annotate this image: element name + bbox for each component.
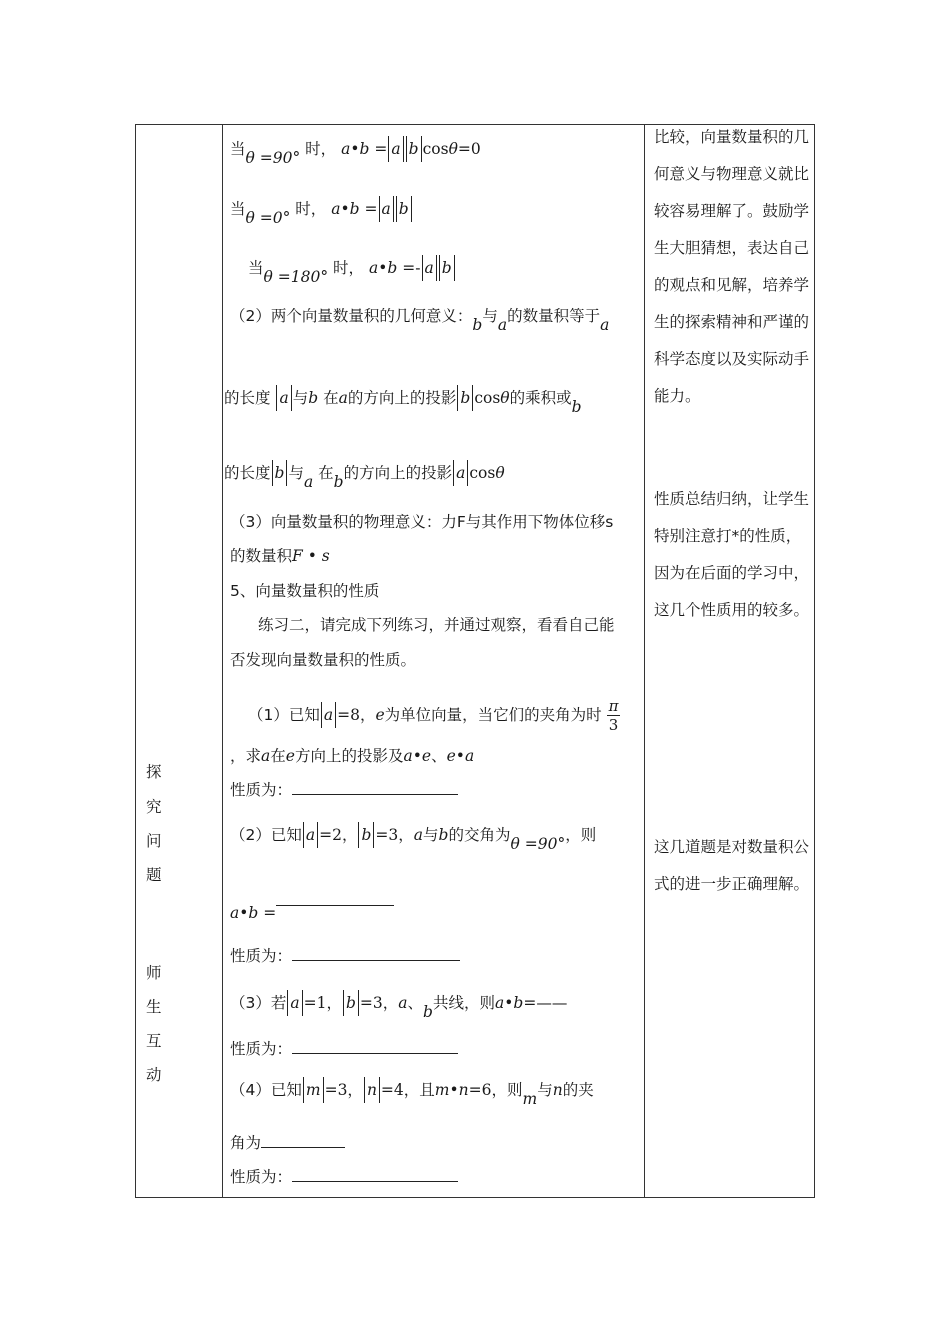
- answer-blank[interactable]: [261, 1147, 345, 1148]
- section-heading-properties: 5、向量数量积的性质: [230, 582, 380, 600]
- side-char: 动: [146, 1066, 162, 1084]
- exercise-3: （3）若 a =1， b =3，a、b共线，则a•b=——: [230, 990, 567, 1016]
- column-divider-right: [644, 125, 645, 1197]
- exercise-4-angle: 角为: [230, 1133, 345, 1153]
- property-answer-2: 性质为：: [230, 946, 460, 966]
- line-theta-0: 当θ =0° 时， a•b = a b: [230, 196, 413, 222]
- exercise-2: （2）已知 a =2， b =3，a与b的交角为θ =90°，则: [230, 822, 596, 848]
- side-char: 题: [146, 866, 162, 884]
- answer-blank[interactable]: [292, 1181, 458, 1182]
- side-char: 探: [146, 763, 162, 781]
- exercise-intro: 练习二，请完成下列练习，并通过观察，看看自己能: [258, 616, 615, 634]
- exercise-1: （1）已知 a =8，e为单位向量，当它们的夹角为时 $\frac{\pi}{3}$: [248, 697, 619, 734]
- exercise-1-cont: ，求a在e方向上的投影及a•e、e•a: [230, 747, 475, 765]
- line-projection-2: 的长度 b 与a 在b的方向上的投影 a cosθ: [224, 460, 505, 486]
- teacher-note-3: 这几道题是对数量积公式的进一步正确理解。: [654, 838, 810, 893]
- line-theta-90: 当θ =90° 时， a•b = a b cosθ=0: [230, 136, 481, 162]
- exercise-4: （4）已知 m =3， n =4，且m•n=6，则m与n的夹: [230, 1077, 594, 1103]
- side-char: 究: [146, 798, 162, 816]
- answer-blank[interactable]: [292, 794, 458, 795]
- property-answer-4: 性质为：: [230, 1167, 458, 1187]
- side-char: 问: [146, 832, 162, 850]
- side-char: 生: [146, 998, 162, 1016]
- line-work-product: 的数量积F • s: [230, 547, 330, 565]
- answer-blank[interactable]: [292, 960, 460, 961]
- column-divider-left: [222, 125, 223, 1197]
- property-answer-3: 性质为：: [230, 1039, 458, 1059]
- answer-blank[interactable]: [276, 905, 394, 906]
- exercise-2-answer: a•b =: [230, 903, 394, 923]
- line-physical-meaning: （3）向量数量积的物理意义：力F与其作用下物体位移s: [230, 513, 614, 531]
- fraction-pi-over-3: $\frac{\pi}{3}$: [608, 697, 619, 734]
- line-projection-1: 的长度 a 与b 在a的方向上的投影 b cosθ的乘积或b: [224, 385, 582, 411]
- line-theta-180: 当θ =180° 时， a•b =- a b: [248, 255, 456, 281]
- side-char: 师: [146, 964, 162, 982]
- teacher-note-1: 比较，向量数量积的几何意义与物理意义就比较容易理解了。鼓励学生大胆猜想，表达自己的观点和见解，培养学生的探索精神和严谨的科学态度以及实际动手能力。: [654, 128, 810, 405]
- exercise-intro-cont: 否发现向量数量积的性质。: [230, 651, 417, 669]
- property-answer-1: 性质为：: [230, 780, 458, 800]
- answer-blank[interactable]: [292, 1053, 458, 1054]
- line-geometric-meaning: （2）两个向量数量积的几何意义：b与a的数量积等于a: [230, 307, 610, 334]
- side-char: 互: [146, 1032, 162, 1050]
- teacher-note-2: 性质总结归纳，让学生特别注意打*的性质，因为在后面的学习中，这几个性质用的较多。: [654, 490, 810, 619]
